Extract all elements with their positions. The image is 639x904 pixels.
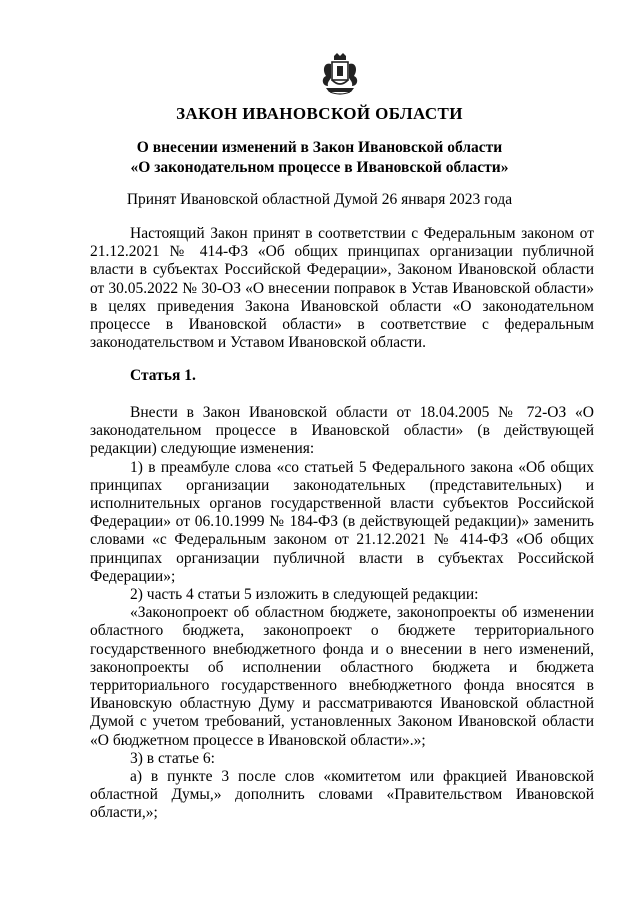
- subtitle-line: «О законодательном процессе в Ивановской области»: [130, 159, 509, 176]
- article-body: [90, 404, 594, 823]
- article-heading: Статья 1.: [130, 367, 196, 384]
- preamble: [90, 225, 594, 352]
- law-title: ЗАКОН ИВАНОВСКОЙ ОБЛАСТИ: [176, 104, 463, 123]
- paragraph: 1) в преамбуле слова «со статьей 5 Федерального закона «Об общих принципах организации законодательных (представительных) и исполнительных органов государственной власти субъектов Российской Федерации» от 06.10.1999 № 184-ФЗ (в действующей редакции)» заменить словами «с Федеральным законом от 21.12.2021 № 414-ФЗ «Об общих принципах организации публичной власти в субъектах Российской Федерации»;: [90, 458, 594, 585]
- adoption-line: Принят Ивановской областной Думой 26 января 2023 года: [126, 191, 513, 208]
- paragraph: а) в пункте 3 после слов «комитетом или фракцией Ивановской областной Думы,» дополнить словами «Правительством Ивановской области,»;: [90, 768, 594, 822]
- law-subtitle: [0, 138, 639, 178]
- subtitle-line: О внесении изменений в Закон Ивановской области: [136, 139, 503, 156]
- paragraph: Внести в Закон Ивановской области от 18.04.2005 № 72-ОЗ «О законодательном процессе в Ивановской области» (в действующей редакции) следующие изменения:: [90, 404, 594, 458]
- coat-of-arms-icon: [318, 52, 362, 96]
- paragraph: 3) в статье 6:: [130, 749, 215, 767]
- paragraph: 2) часть 4 статьи 5 изложить в следующей редакции:: [130, 586, 479, 604]
- paragraph: «Законопроект об областном бюджете, законопроекты об изменении областного бюджета, законопроект о бюджете территориального государственного внебюджетного фонда и о внесении в него изменений, законопроекты об исполнении областного бюджета и бюджета территориального государственного внебюджетного фонда вносятся в Ивановскую областную Думу и рассматриваются Ивановской областной Думой с учетом требований, установленных Законом Ивановской области «О бюджетном процессе в Ивановской области».»;: [90, 604, 594, 749]
- preamble-paragraph: Настоящий Закон принят в соответствии с Федеральным законом от 21.12.2021 № 414-ФЗ «Об общих принципах организации публичной власти в субъектах Российской Федерации», Законом Ивановской области от 30.05.2022 № 30-ОЗ «О внесении поправок в Устав Ивановской области» в целях приведения Закона Ивановской области «О законодательном процессе в Ивановской области» в соответствие с федеральным законодательством и Уставом Ивановской области.: [90, 225, 594, 352]
